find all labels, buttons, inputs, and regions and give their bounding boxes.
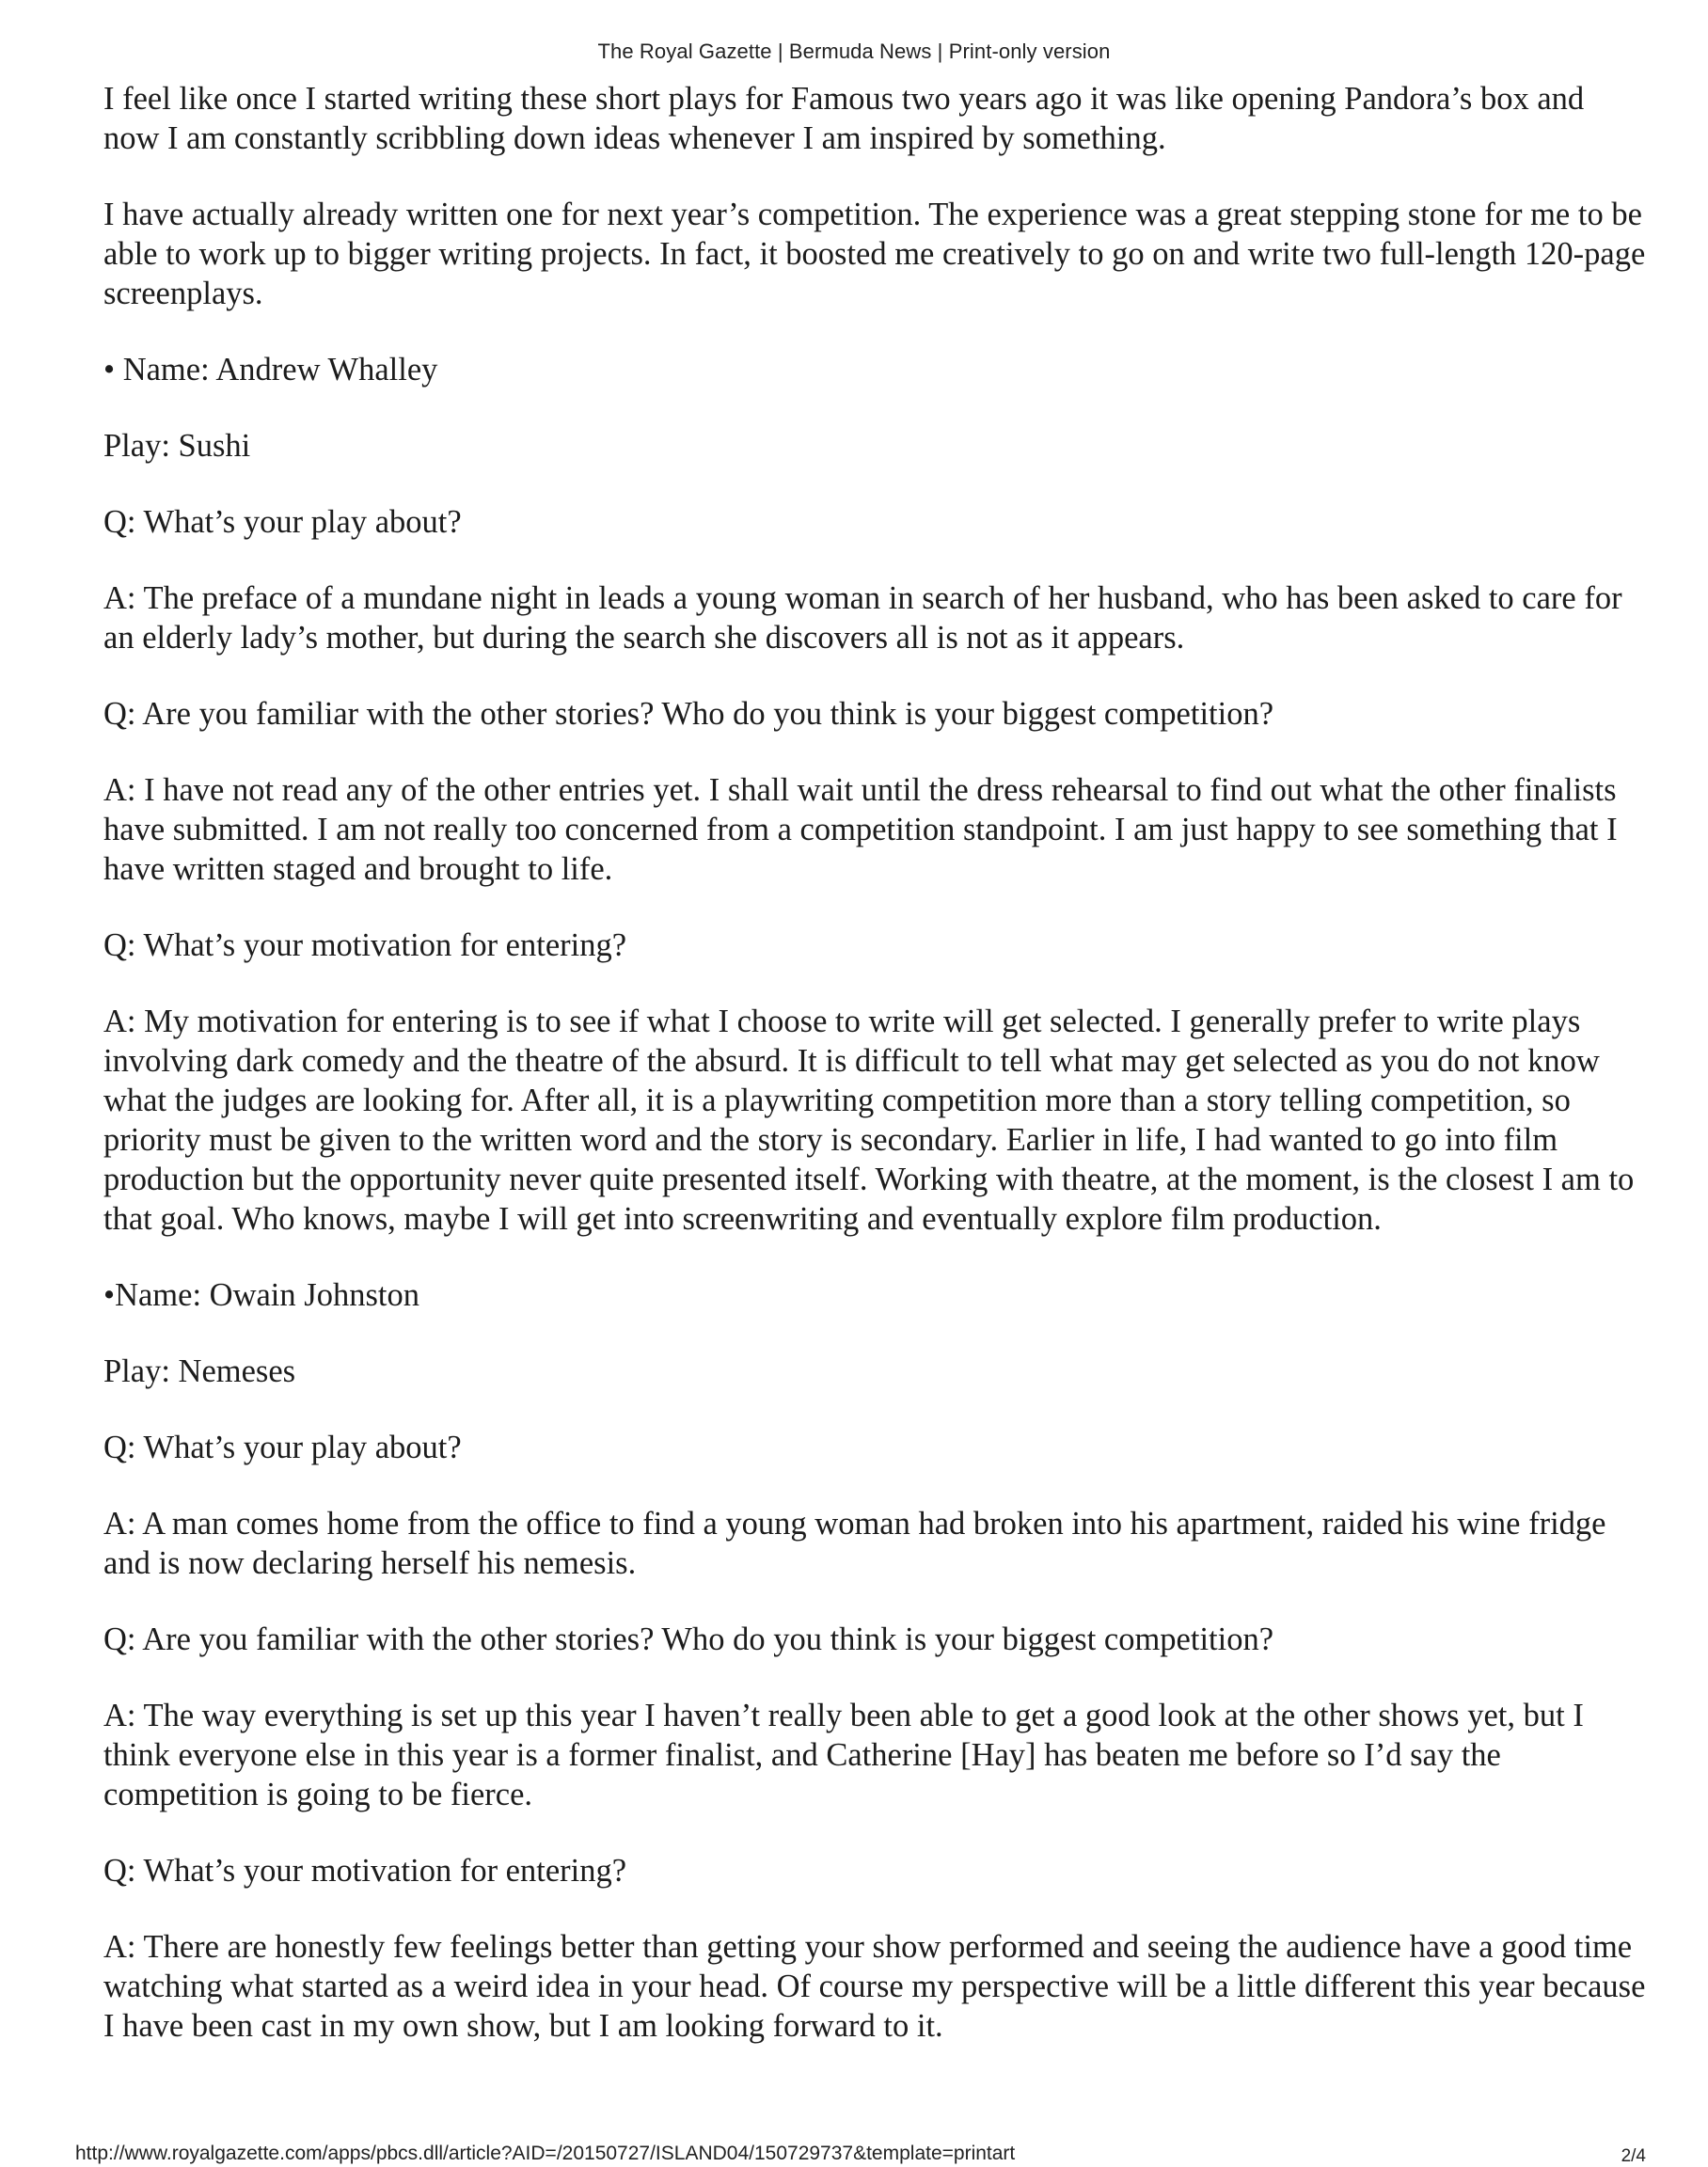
answer-play-about: A: The preface of a mundane night in leads a young woman in search of her husband, who has been asked to care for an elderly lady’s mother, but during the search she discovers all is not as it appears.: [103, 580, 1622, 656]
running-header: The Royal Gazette | Bermuda News | Print-only version: [597, 40, 1111, 63]
paragraph-next-year: I have actually already written one for next year’s competition. The experience was a great stepping stone for me to be able to work up to bigger writing projects. In fact, it boosted me creatively to go on and write two full-length 120-page screenplays.: [103, 197, 1646, 311]
play-title-sushi: Play: Sushi: [103, 428, 251, 464]
play-title-nemeses: Play: Nemeses: [103, 1353, 296, 1389]
answer-play-about: A: A man comes home from the office to find a young woman had broken into his apartment, raided his wine fridge and is now declaring herself his nemesis.: [103, 1506, 1606, 1581]
answer-motivation: A: There are honestly few feelings better than getting your show performed and seeing the audience have a good time watching what started as a weird idea in your head. Of course my perspective will be a little different this year because I have been cast in my own show, but I am looking forward to it.: [103, 1929, 1646, 2044]
question-motivation: Q: What’s your motivation for entering?: [103, 1853, 627, 1889]
answer-competition: A: The way everything is set up this year I haven’t really been able to get a good look at the other shows yet, but I think everyone else in this year is a former finalist, and Catherine [Hay] has beaten me before so I’d say the competition is going to be fierce.: [103, 1698, 1584, 1812]
paragraph-pandoras-box: I feel like once I started writing these short plays for Famous two years ago it was like opening Pandora’s box and now I am constantly scribbling down ideas whenever I am inspired by something.: [103, 81, 1585, 156]
answer-competition: A: I have not read any of the other entries yet. I shall wait until the dress rehearsal to find out what the other finalists have submitted. I am not really too concerned from a competition standpoint. I am just happy to see something that I have written staged and brought to life.: [103, 772, 1618, 887]
question-play-about: Q: What’s your play about?: [103, 1430, 462, 1465]
footer-url: http://www.royalgazette.com/apps/pbcs.dll/article?AID=/20150727/ISLAND04/150729737&template=printart: [75, 2143, 1016, 2164]
question-competition: Q: Are you familiar with the other stories? Who do you think is your biggest competition?: [103, 1621, 1274, 1657]
answer-motivation: A: My motivation for entering is to see if what I choose to write will get selected. I generally prefer to write plays involving dark comedy and the theatre of the absurd. It is difficult to tell what may get selected as you do not know what the judges are looking for. After all, it is a playwriting competition more than a story telling competition, so priority must be given to the written word and the story is secondary. Earlier in life, I had wanted to go into film production but the opportunity never quite presented itself. Working with theatre, at the moment, is the closest I am to that goal. Who knows, maybe I will get into screenwriting and eventually explore film production.: [103, 1004, 1635, 1237]
question-motivation: Q: What’s your motivation for entering?: [103, 927, 627, 963]
question-competition: Q: Are you familiar with the other stories? Who do you think is your biggest competition?: [103, 696, 1274, 732]
page-number: 2/4: [1621, 2146, 1646, 2166]
entrant-name-owain-johnston: •Name: Owain Johnston: [103, 1277, 419, 1313]
question-play-about: Q: What’s your play about?: [103, 504, 462, 540]
entrant-name-andrew-whalley: • Name: Andrew Whalley: [103, 352, 438, 388]
article-body: [103, 79, 1646, 2082]
